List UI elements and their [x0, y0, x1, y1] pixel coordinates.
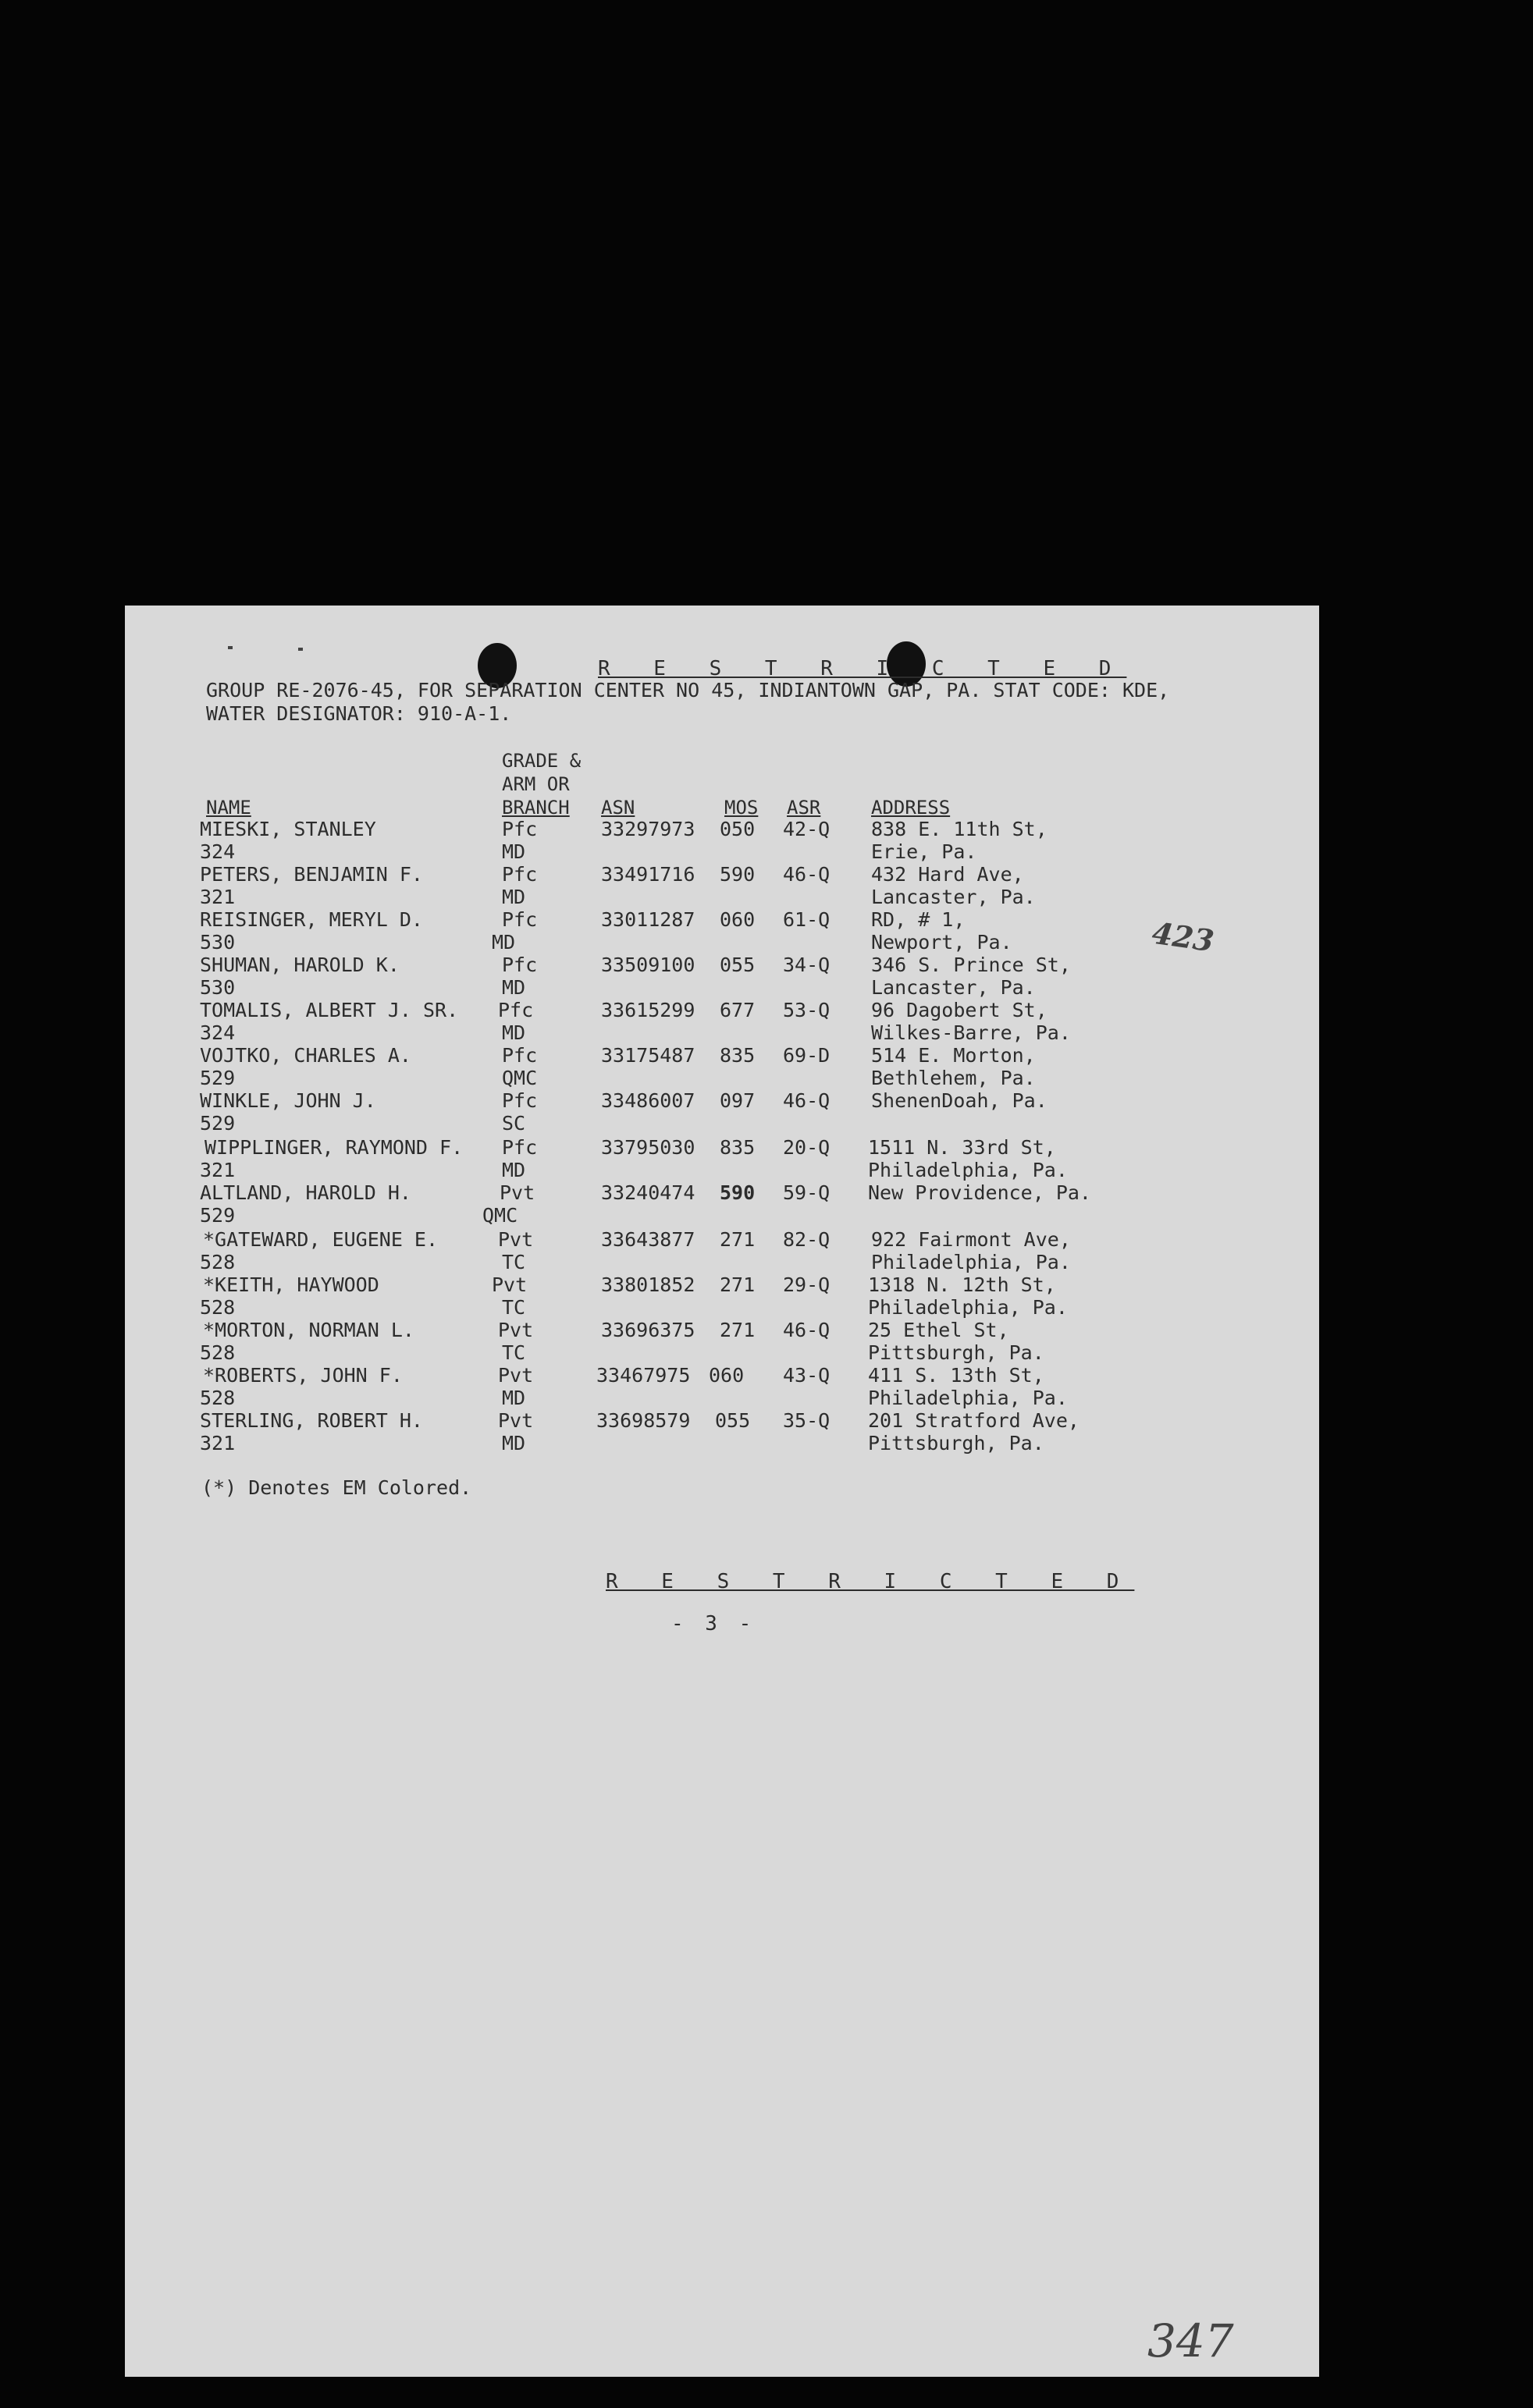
branch-cell: MD: [502, 1159, 526, 1181]
name-cell: WIPPLINGER, RAYMOND F.: [205, 1136, 464, 1159]
branch-cell: TC: [502, 1251, 526, 1273]
table-row: [125, 1409, 1319, 1454]
mos-cell: 835: [720, 1044, 756, 1067]
address-line1: 25 Ethel St,: [868, 1319, 1009, 1341]
grade-cell: Pvt: [498, 1409, 534, 1432]
name-cell: WINKLE, JOHN J.: [200, 1089, 376, 1112]
asn-cell: 33486007: [601, 1089, 695, 1112]
code-cell: 530: [200, 931, 236, 954]
code-cell: 528: [200, 1341, 236, 1364]
code-cell: 529: [200, 1112, 236, 1135]
column-header-grade-line3: BRANCH: [502, 797, 570, 819]
table-row: [125, 1044, 1319, 1089]
table-row: [125, 1136, 1319, 1181]
address-line2: Newport, Pa.: [871, 931, 1012, 954]
footnote: (*) Denotes EM Colored.: [201, 1476, 472, 1499]
table-row: [125, 999, 1319, 1044]
mos-cell: 835: [720, 1136, 756, 1159]
asn-cell: 33643877: [601, 1228, 695, 1251]
branch-cell: QMC: [502, 1067, 538, 1089]
address-line1: RD, # 1,: [871, 908, 966, 931]
scan-mark: [228, 646, 233, 649]
asr-cell: 59-Q: [783, 1181, 831, 1204]
code-cell: 321: [200, 886, 236, 908]
grade-cell: Pfc: [502, 1089, 538, 1112]
mos-cell: 055: [720, 954, 756, 976]
name-cell: ALTLAND, HAROLD H.: [200, 1181, 411, 1204]
address-line2: Philadelphia, Pa.: [868, 1387, 1068, 1409]
table-row: [125, 863, 1319, 908]
asr-cell: 20-Q: [783, 1136, 831, 1159]
mos-cell: 590: [720, 863, 756, 886]
address-line1: 922 Fairmont Ave,: [871, 1228, 1071, 1251]
code-cell: 530: [200, 976, 236, 999]
grade-cell: Pfc: [502, 863, 538, 886]
grade-cell: Pvt: [498, 1319, 534, 1341]
asn-cell: 33297973: [601, 818, 695, 840]
asn-cell: 33801852: [601, 1273, 695, 1296]
code-cell: 321: [200, 1159, 236, 1181]
mos-cell: 271: [720, 1273, 756, 1296]
column-header-mos: MOS: [724, 797, 759, 819]
code-cell: 324: [200, 1021, 236, 1044]
table-row: [125, 1228, 1319, 1273]
group-header-line1: GROUP RE-2076-45, FOR SEPARATION CENTER NO 45, INDIANTOWN GAP, PA. STAT CODE: KDE,: [206, 679, 1170, 701]
address-line2: Pittsburgh, Pa.: [868, 1432, 1044, 1454]
asr-cell: 69-D: [783, 1044, 831, 1067]
code-cell: 528: [200, 1251, 236, 1273]
asr-cell: 82-Q: [783, 1228, 831, 1251]
mos-cell: 055: [715, 1409, 751, 1432]
address-line2: Philadelphia, Pa.: [868, 1296, 1068, 1319]
mos-cell: 271: [720, 1228, 756, 1251]
asr-cell: 42-Q: [783, 818, 831, 840]
name-cell: *KEITH, HAYWOOD: [203, 1273, 379, 1296]
code-cell: 324: [200, 840, 236, 863]
branch-cell: MD: [502, 886, 526, 908]
asr-cell: 46-Q: [783, 1319, 831, 1341]
table-row: [125, 1273, 1319, 1319]
mos-cell: 060: [720, 908, 756, 931]
handwritten-page-number: 347: [1147, 2314, 1234, 2367]
address-line2: Erie, Pa.: [871, 840, 977, 863]
address-line2: Wilkes-Barre, Pa.: [871, 1021, 1071, 1044]
code-cell: 528: [200, 1387, 236, 1409]
asn-cell: 33491716: [601, 863, 695, 886]
branch-cell: MD: [502, 1432, 526, 1454]
grade-cell: Pvt: [492, 1273, 528, 1296]
name-cell: *GATEWARD, EUGENE E.: [203, 1228, 439, 1251]
mos-cell: 050: [720, 818, 756, 840]
asn-cell: 33011287: [601, 908, 695, 931]
table-row: [125, 818, 1319, 863]
grade-cell: Pvt: [498, 1228, 534, 1251]
asr-cell: 34-Q: [783, 954, 831, 976]
document-page: [125, 606, 1319, 2377]
branch-cell: MD: [502, 840, 526, 863]
column-header-grade-line1: GRADE &: [502, 750, 582, 772]
name-cell: SHUMAN, HAROLD K.: [200, 954, 400, 976]
branch-cell: MD: [492, 931, 516, 954]
restricted-footer: R E S T R I C T E D: [606, 1570, 1135, 1593]
column-header-asr: ASR: [787, 797, 821, 819]
mos-cell: 677: [720, 999, 756, 1021]
table-row: [125, 1089, 1319, 1135]
branch-cell: TC: [502, 1296, 526, 1319]
mos-cell: 590: [720, 1181, 756, 1204]
grade-cell: Pfc: [502, 954, 538, 976]
asn-cell: 33795030: [601, 1136, 695, 1159]
branch-cell: MD: [502, 976, 526, 999]
address-line1: 96 Dagobert St,: [871, 999, 1047, 1021]
grade-cell: Pvt: [498, 1364, 534, 1387]
name-cell: *MORTON, NORMAN L.: [203, 1319, 414, 1341]
scan-mark: [298, 648, 303, 651]
column-header-asn: ASN: [601, 797, 635, 819]
branch-cell: MD: [502, 1021, 526, 1044]
table-row: [125, 954, 1319, 999]
branch-cell: MD: [502, 1387, 526, 1409]
address-line1: New Providence, Pa.: [868, 1181, 1091, 1204]
group-header-line2: WATER DESIGNATOR: 910-A-1.: [206, 702, 512, 725]
address-line2: Lancaster, Pa.: [871, 976, 1036, 999]
page-number: - 3 -: [671, 1612, 756, 1636]
address-line1: 1511 N. 33rd St,: [868, 1136, 1056, 1159]
asr-cell: 29-Q: [783, 1273, 831, 1296]
grade-cell: Pvt: [500, 1181, 535, 1204]
code-cell: 529: [200, 1067, 236, 1089]
code-cell: 321: [200, 1432, 236, 1454]
column-header-address: ADDRESS: [871, 797, 951, 819]
branch-cell: SC: [502, 1112, 526, 1135]
grade-cell: Pfc: [502, 1136, 538, 1159]
mos-cell: 271: [720, 1319, 756, 1341]
grade-cell: Pfc: [498, 999, 534, 1021]
grade-cell: Pfc: [502, 1044, 538, 1067]
name-cell: *ROBERTS, JOHN F.: [203, 1364, 403, 1387]
asn-cell: 33240474: [601, 1181, 695, 1204]
asr-cell: 46-Q: [783, 1089, 831, 1112]
address-line1: 1318 N. 12th St,: [868, 1273, 1056, 1296]
address-line1: 411 S. 13th St,: [868, 1364, 1044, 1387]
name-cell: PETERS, BENJAMIN F.: [200, 863, 423, 886]
name-cell: REISINGER, MERYL D.: [200, 908, 423, 931]
asn-cell: 33509100: [601, 954, 695, 976]
code-cell: 529: [200, 1204, 236, 1227]
branch-cell: TC: [502, 1341, 526, 1364]
asn-cell: 33698579: [596, 1409, 691, 1432]
mos-cell: 060: [709, 1364, 745, 1387]
table-row: [125, 1181, 1319, 1227]
name-cell: VOJTKO, CHARLES A.: [200, 1044, 411, 1067]
table-row: [125, 908, 1319, 954]
address-line1: ShenenDoah, Pa.: [871, 1089, 1047, 1112]
address-line1: 432 Hard Ave,: [871, 863, 1024, 886]
asn-cell: 33467975: [596, 1364, 691, 1387]
code-cell: 528: [200, 1296, 236, 1319]
column-header-name: NAME: [206, 797, 251, 819]
address-line2: Lancaster, Pa.: [871, 886, 1036, 908]
asr-cell: 46-Q: [783, 863, 831, 886]
grade-cell: Pfc: [502, 818, 538, 840]
address-line1: 838 E. 11th St,: [871, 818, 1047, 840]
address-line1: 514 E. Morton,: [871, 1044, 1036, 1067]
asr-cell: 53-Q: [783, 999, 831, 1021]
asn-cell: 33175487: [601, 1044, 695, 1067]
address-line2: Pittsburgh, Pa.: [868, 1341, 1044, 1364]
column-header-grade-line2: ARM OR: [502, 773, 570, 795]
table-row: [125, 1364, 1319, 1409]
table-row: [125, 1319, 1319, 1364]
asr-cell: 43-Q: [783, 1364, 831, 1387]
address-line2: Philadelphia, Pa.: [871, 1251, 1071, 1273]
name-cell: MIESKI, STANLEY: [200, 818, 376, 840]
stamp-number: 423: [1150, 915, 1217, 959]
asn-cell: 33696375: [601, 1319, 695, 1341]
address-line1: 201 Stratford Ave,: [868, 1409, 1080, 1432]
name-cell: STERLING, ROBERT H.: [200, 1409, 423, 1432]
mos-cell: 097: [720, 1089, 756, 1112]
address-line2: Philadelphia, Pa.: [868, 1159, 1068, 1181]
restricted-heading: R E S T R I C T E D: [598, 657, 1127, 680]
asn-cell: 33615299: [601, 999, 695, 1021]
grade-cell: Pfc: [502, 908, 538, 931]
branch-cell: QMC: [482, 1204, 518, 1227]
asr-cell: 61-Q: [783, 908, 831, 931]
address-line2: Bethlehem, Pa.: [871, 1067, 1036, 1089]
name-cell: TOMALIS, ALBERT J. SR.: [200, 999, 459, 1021]
asr-cell: 35-Q: [783, 1409, 831, 1432]
address-line1: 346 S. Prince St,: [871, 954, 1071, 976]
